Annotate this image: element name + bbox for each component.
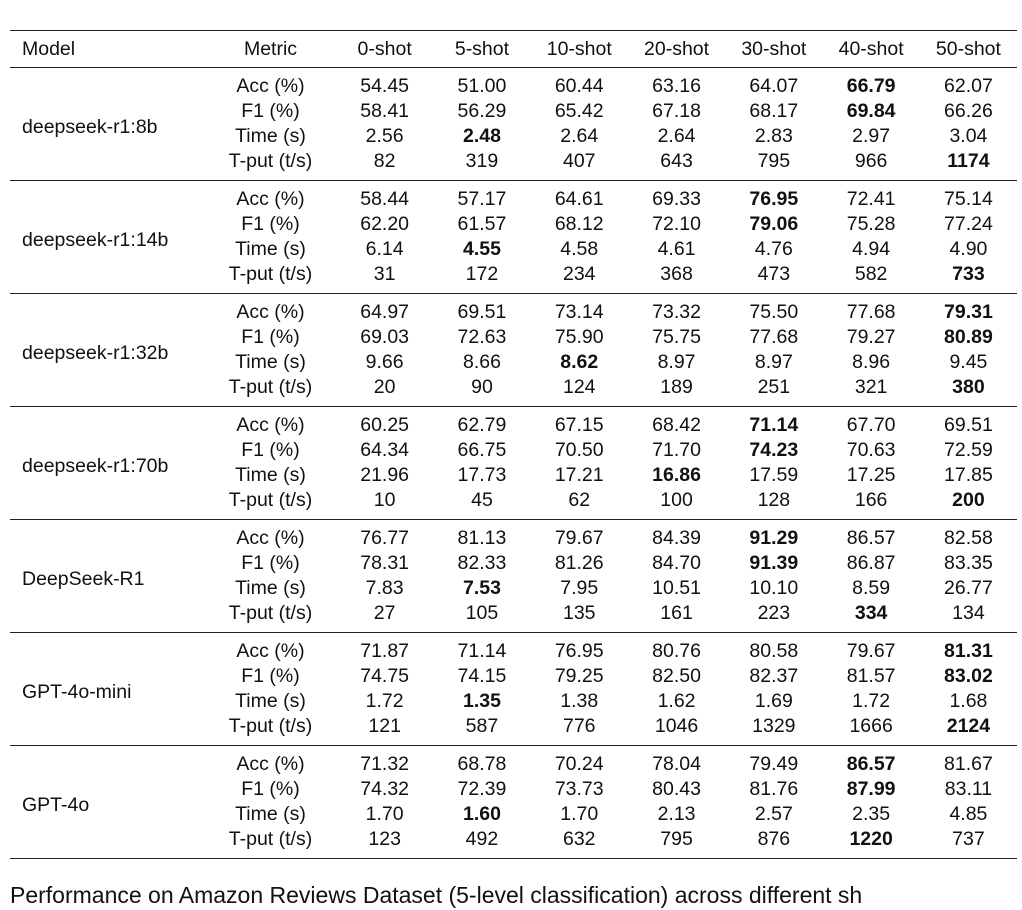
- metric-cell: Acc (%): [236, 640, 305, 662]
- value-cell: 76.95: [749, 188, 799, 210]
- metric-cell: Time (s): [235, 351, 306, 373]
- value-cell: 473: [757, 263, 791, 285]
- value-cell: 91.39: [749, 552, 799, 574]
- value-cell: 251: [757, 376, 791, 398]
- value-cell: 4.61: [657, 238, 696, 260]
- value-cell: 2.83: [754, 125, 793, 147]
- value-cell: 82.33: [457, 552, 507, 574]
- header-row: [10, 31, 1017, 68]
- value-cell: 368: [660, 263, 693, 285]
- value-cell: 81.76: [749, 778, 799, 800]
- value-cell: 71.14: [457, 640, 507, 662]
- value-cell: 643: [660, 150, 693, 172]
- value-cell: 68.17: [749, 100, 799, 122]
- value-cell: 76.95: [554, 640, 604, 662]
- value-cell: 876: [757, 828, 791, 850]
- value-cell: 1.62: [657, 690, 696, 712]
- value-cell: 58.41: [360, 100, 410, 122]
- value-cell: 10: [373, 489, 396, 511]
- value-cell: 1.70: [560, 803, 599, 825]
- value-cell: 17.73: [457, 464, 507, 486]
- value-cell: 68.12: [554, 213, 604, 235]
- value-cell: 79.31: [944, 301, 993, 323]
- value-cell: 1.68: [949, 690, 988, 712]
- value-cell: 128: [757, 489, 791, 511]
- value-cell: 9.45: [949, 351, 988, 373]
- metric-cell: T-put (t/s): [228, 828, 313, 850]
- value-cell: 7.53: [462, 577, 501, 599]
- value-cell: 200: [952, 489, 985, 511]
- value-cell: 8.59: [852, 577, 891, 599]
- value-cell: 69.33: [652, 188, 701, 210]
- value-cell: 84.39: [652, 527, 701, 549]
- value-cell: 135: [562, 602, 596, 624]
- value-cell: 70.50: [554, 439, 604, 461]
- value-cell: 72.39: [457, 778, 507, 800]
- column-header: Metric: [243, 37, 298, 60]
- table-row: [10, 68, 1017, 100]
- value-cell: 45: [471, 489, 493, 511]
- value-cell: 1220: [849, 828, 893, 850]
- metric-cell: Time (s): [235, 690, 306, 712]
- value-cell: 4.58: [560, 238, 599, 260]
- value-cell: 72.63: [457, 326, 507, 348]
- value-cell: 69.51: [457, 301, 507, 323]
- value-cell: 380: [952, 376, 985, 398]
- value-cell: 62: [568, 489, 591, 511]
- table-row: [10, 746, 1017, 778]
- value-cell: 69.51: [944, 414, 993, 436]
- value-cell: 79.06: [749, 213, 799, 235]
- results-table: [10, 30, 1017, 859]
- model-name-cell: DeepSeek-R1: [22, 567, 145, 590]
- value-cell: 166: [854, 489, 888, 511]
- value-cell: 74.23: [749, 439, 799, 461]
- value-cell: 90: [471, 376, 493, 398]
- value-cell: 582: [854, 263, 888, 285]
- value-cell: 64.07: [749, 75, 799, 97]
- model-group: [10, 181, 1017, 294]
- value-cell: 75.14: [944, 188, 993, 210]
- value-cell: 77.68: [846, 301, 896, 323]
- table-row: [10, 181, 1017, 213]
- metric-cell: T-put (t/s): [228, 376, 313, 398]
- value-cell: 74.32: [360, 778, 410, 800]
- value-cell: 67.15: [554, 414, 604, 436]
- value-cell: 86.57: [846, 753, 896, 775]
- value-cell: 57.17: [457, 188, 507, 210]
- value-cell: 62.20: [360, 213, 410, 235]
- metric-cell: F1 (%): [241, 326, 300, 348]
- value-cell: 87.99: [846, 778, 896, 800]
- value-cell: 81.31: [944, 640, 993, 662]
- metric-cell: Time (s): [235, 464, 306, 486]
- value-cell: 17.59: [749, 464, 799, 486]
- value-cell: 334: [854, 602, 888, 624]
- value-cell: 73.32: [652, 301, 701, 323]
- value-cell: 2.97: [852, 125, 891, 147]
- metric-cell: F1 (%): [241, 439, 300, 461]
- metric-cell: T-put (t/s): [228, 150, 313, 172]
- metric-cell: F1 (%): [241, 213, 300, 235]
- value-cell: 4.85: [949, 803, 988, 825]
- metric-cell: Acc (%): [236, 527, 305, 549]
- value-cell: 21.96: [360, 464, 410, 486]
- model-name-cell: GPT-4o-mini: [22, 680, 132, 703]
- value-cell: 319: [465, 150, 499, 172]
- value-cell: 83.02: [944, 665, 993, 687]
- metric-cell: T-put (t/s): [228, 263, 313, 285]
- table-row: [10, 294, 1017, 326]
- value-cell: 7.95: [560, 577, 599, 599]
- value-cell: 84.70: [652, 552, 701, 574]
- value-cell: 75.90: [554, 326, 604, 348]
- column-header: 20-shot: [644, 37, 710, 60]
- model-name-cell: deepseek-r1:70b: [22, 454, 169, 477]
- value-cell: 74.15: [457, 665, 507, 687]
- value-cell: 71.87: [360, 640, 410, 662]
- model-group: [10, 294, 1017, 407]
- model-group: [10, 520, 1017, 633]
- column-header: Model: [22, 37, 76, 60]
- value-cell: 2.35: [852, 803, 891, 825]
- value-cell: 71.70: [652, 439, 701, 461]
- value-cell: 68.42: [652, 414, 701, 436]
- value-cell: 17.25: [846, 464, 896, 486]
- value-cell: 69.84: [846, 100, 896, 122]
- value-cell: 86.57: [846, 527, 896, 549]
- value-cell: 79.27: [846, 326, 896, 348]
- value-cell: 76.77: [360, 527, 410, 549]
- value-cell: 81.26: [554, 552, 604, 574]
- metric-cell: Acc (%): [236, 188, 305, 210]
- value-cell: 737: [952, 828, 985, 850]
- value-cell: 16.86: [652, 464, 701, 486]
- model-group: [10, 746, 1017, 859]
- value-cell: 161: [660, 602, 693, 624]
- value-cell: 7.83: [365, 577, 404, 599]
- value-cell: 72.10: [652, 213, 701, 235]
- value-cell: 80.58: [749, 640, 799, 662]
- value-cell: 83.11: [944, 778, 993, 800]
- column-header: 10-shot: [546, 37, 612, 60]
- value-cell: 966: [854, 150, 888, 172]
- metric-cell: F1 (%): [241, 778, 300, 800]
- value-cell: 105: [465, 602, 499, 624]
- metric-cell: Acc (%): [236, 753, 305, 775]
- value-cell: 2.13: [657, 803, 696, 825]
- value-cell: 70.63: [846, 439, 896, 461]
- metric-cell: F1 (%): [241, 665, 300, 687]
- value-cell: 2.56: [365, 125, 404, 147]
- value-cell: 17.85: [944, 464, 993, 486]
- model-name-cell: deepseek-r1:32b: [22, 341, 169, 364]
- value-cell: 91.29: [749, 527, 799, 549]
- value-cell: 321: [854, 376, 888, 398]
- metric-cell: T-put (t/s): [228, 602, 313, 624]
- value-cell: 124: [562, 376, 596, 398]
- metric-cell: T-put (t/s): [228, 715, 313, 737]
- value-cell: 81.13: [457, 527, 507, 549]
- value-cell: 83.35: [944, 552, 993, 574]
- value-cell: 56.29: [457, 100, 507, 122]
- value-cell: 62.07: [944, 75, 993, 97]
- value-cell: 80.76: [652, 640, 701, 662]
- value-cell: 1.60: [462, 803, 501, 825]
- value-cell: 66.75: [457, 439, 507, 461]
- value-cell: 31: [373, 263, 396, 285]
- value-cell: 172: [465, 263, 499, 285]
- value-cell: 4.76: [754, 238, 793, 260]
- model-name-cell: deepseek-r1:14b: [22, 228, 169, 251]
- value-cell: 79.49: [749, 753, 799, 775]
- value-cell: 2.57: [754, 803, 793, 825]
- value-cell: 74.75: [360, 665, 410, 687]
- column-header: 40-shot: [838, 37, 904, 60]
- value-cell: 66.26: [944, 100, 993, 122]
- value-cell: 632: [562, 828, 596, 850]
- metric-cell: Time (s): [235, 803, 306, 825]
- model-name-cell: deepseek-r1:8b: [22, 115, 158, 138]
- value-cell: 2124: [946, 715, 991, 737]
- value-cell: 2.48: [462, 125, 501, 147]
- value-cell: 64.34: [360, 439, 410, 461]
- value-cell: 1.70: [365, 803, 404, 825]
- value-cell: 71.32: [360, 753, 410, 775]
- value-cell: 82.37: [749, 665, 799, 687]
- value-cell: 20: [373, 376, 396, 398]
- value-cell: 189: [660, 376, 693, 398]
- value-cell: 60.44: [554, 75, 604, 97]
- metric-cell: Acc (%): [236, 414, 305, 436]
- value-cell: 2.64: [560, 125, 599, 147]
- value-cell: 795: [660, 828, 693, 850]
- value-cell: 1666: [849, 715, 893, 737]
- value-cell: 79.67: [554, 527, 604, 549]
- value-cell: 100: [660, 489, 693, 511]
- table-row: [10, 520, 1017, 552]
- model-group: [10, 633, 1017, 746]
- metric-cell: Time (s): [235, 238, 306, 260]
- value-cell: 4.94: [852, 238, 891, 260]
- value-cell: 8.62: [560, 351, 599, 373]
- value-cell: 60.25: [360, 414, 410, 436]
- value-cell: 78.04: [652, 753, 701, 775]
- value-cell: 1174: [947, 150, 990, 172]
- value-cell: 1.35: [462, 690, 501, 712]
- metric-cell: F1 (%): [241, 552, 300, 574]
- metric-cell: Time (s): [235, 577, 306, 599]
- value-cell: 72.59: [944, 439, 993, 461]
- table-row: [10, 407, 1017, 439]
- column-header: 5-shot: [454, 37, 510, 60]
- metric-cell: Time (s): [235, 125, 306, 147]
- value-cell: 77.24: [944, 213, 993, 235]
- value-cell: 121: [368, 715, 401, 737]
- value-cell: 1.72: [852, 690, 891, 712]
- value-cell: 4.90: [949, 238, 988, 260]
- value-cell: 9.66: [365, 351, 404, 373]
- value-cell: 54.45: [360, 75, 410, 97]
- column-header: 50-shot: [935, 37, 1001, 60]
- value-cell: 73.73: [554, 778, 604, 800]
- value-cell: 68.78: [457, 753, 507, 775]
- table-row: [10, 633, 1017, 665]
- table-header: [10, 31, 1017, 68]
- value-cell: 1.69: [754, 690, 793, 712]
- value-cell: 67.70: [846, 414, 896, 436]
- value-cell: 70.24: [554, 753, 604, 775]
- value-cell: 223: [757, 602, 791, 624]
- column-header: 0-shot: [357, 37, 412, 60]
- value-cell: 10.10: [749, 577, 799, 599]
- value-cell: 1.72: [365, 690, 404, 712]
- value-cell: 3.04: [949, 125, 988, 147]
- value-cell: 8.97: [657, 351, 696, 373]
- value-cell: 6.14: [365, 238, 404, 260]
- value-cell: 63.16: [652, 75, 701, 97]
- value-cell: 66.79: [846, 75, 896, 97]
- metric-cell: F1 (%): [241, 100, 300, 122]
- column-header: 30-shot: [741, 37, 807, 60]
- value-cell: 2.64: [657, 125, 696, 147]
- value-cell: 67.18: [652, 100, 701, 122]
- value-cell: 8.96: [852, 351, 891, 373]
- value-cell: 81.57: [846, 665, 896, 687]
- value-cell: 27: [373, 602, 396, 624]
- value-cell: 51.00: [457, 75, 507, 97]
- value-cell: 795: [757, 150, 791, 172]
- metric-cell: Acc (%): [236, 301, 305, 323]
- value-cell: 4.55: [462, 238, 501, 260]
- value-cell: 26.77: [944, 577, 993, 599]
- value-cell: 17.21: [554, 464, 604, 486]
- value-cell: 80.89: [944, 326, 993, 348]
- value-cell: 77.68: [749, 326, 799, 348]
- value-cell: 71.14: [749, 414, 799, 436]
- metric-cell: Acc (%): [236, 75, 305, 97]
- value-cell: 10.51: [652, 577, 701, 599]
- value-cell: 81.67: [944, 753, 993, 775]
- results-table-container: [10, 30, 1007, 859]
- value-cell: 72.41: [846, 188, 896, 210]
- value-cell: 64.97: [360, 301, 410, 323]
- value-cell: 82.58: [944, 527, 993, 549]
- table-caption: Performance on Amazon Reviews Dataset (5-level classification) across different sh: [10, 882, 863, 908]
- value-cell: 8.66: [462, 351, 501, 373]
- value-cell: 58.44: [360, 188, 410, 210]
- value-cell: 79.67: [846, 640, 896, 662]
- model-group: [10, 68, 1017, 181]
- value-cell: 75.50: [749, 301, 799, 323]
- value-cell: 86.87: [846, 552, 896, 574]
- value-cell: 82.50: [652, 665, 701, 687]
- value-cell: 80.43: [652, 778, 701, 800]
- model-name-cell: GPT-4o: [22, 793, 90, 816]
- value-cell: 75.75: [652, 326, 701, 348]
- value-cell: 69.03: [360, 326, 410, 348]
- value-cell: 75.28: [846, 213, 896, 235]
- value-cell: 8.97: [754, 351, 793, 373]
- value-cell: 407: [562, 150, 596, 172]
- metric-cell: T-put (t/s): [228, 489, 313, 511]
- value-cell: 79.25: [554, 665, 604, 687]
- value-cell: 776: [562, 715, 596, 737]
- value-cell: 65.42: [554, 100, 604, 122]
- value-cell: 587: [465, 715, 499, 737]
- model-group: [10, 407, 1017, 520]
- value-cell: 78.31: [360, 552, 410, 574]
- value-cell: 1329: [752, 715, 796, 737]
- value-cell: 64.61: [554, 188, 604, 210]
- value-cell: 123: [368, 828, 401, 850]
- value-cell: 1.38: [560, 690, 599, 712]
- value-cell: 134: [952, 602, 985, 624]
- value-cell: 73.14: [554, 301, 604, 323]
- value-cell: 492: [465, 828, 499, 850]
- value-cell: 62.79: [457, 414, 507, 436]
- value-cell: 82: [373, 150, 396, 172]
- value-cell: 1046: [654, 715, 699, 737]
- value-cell: 234: [562, 263, 596, 285]
- value-cell: 733: [952, 263, 985, 285]
- value-cell: 61.57: [457, 213, 507, 235]
